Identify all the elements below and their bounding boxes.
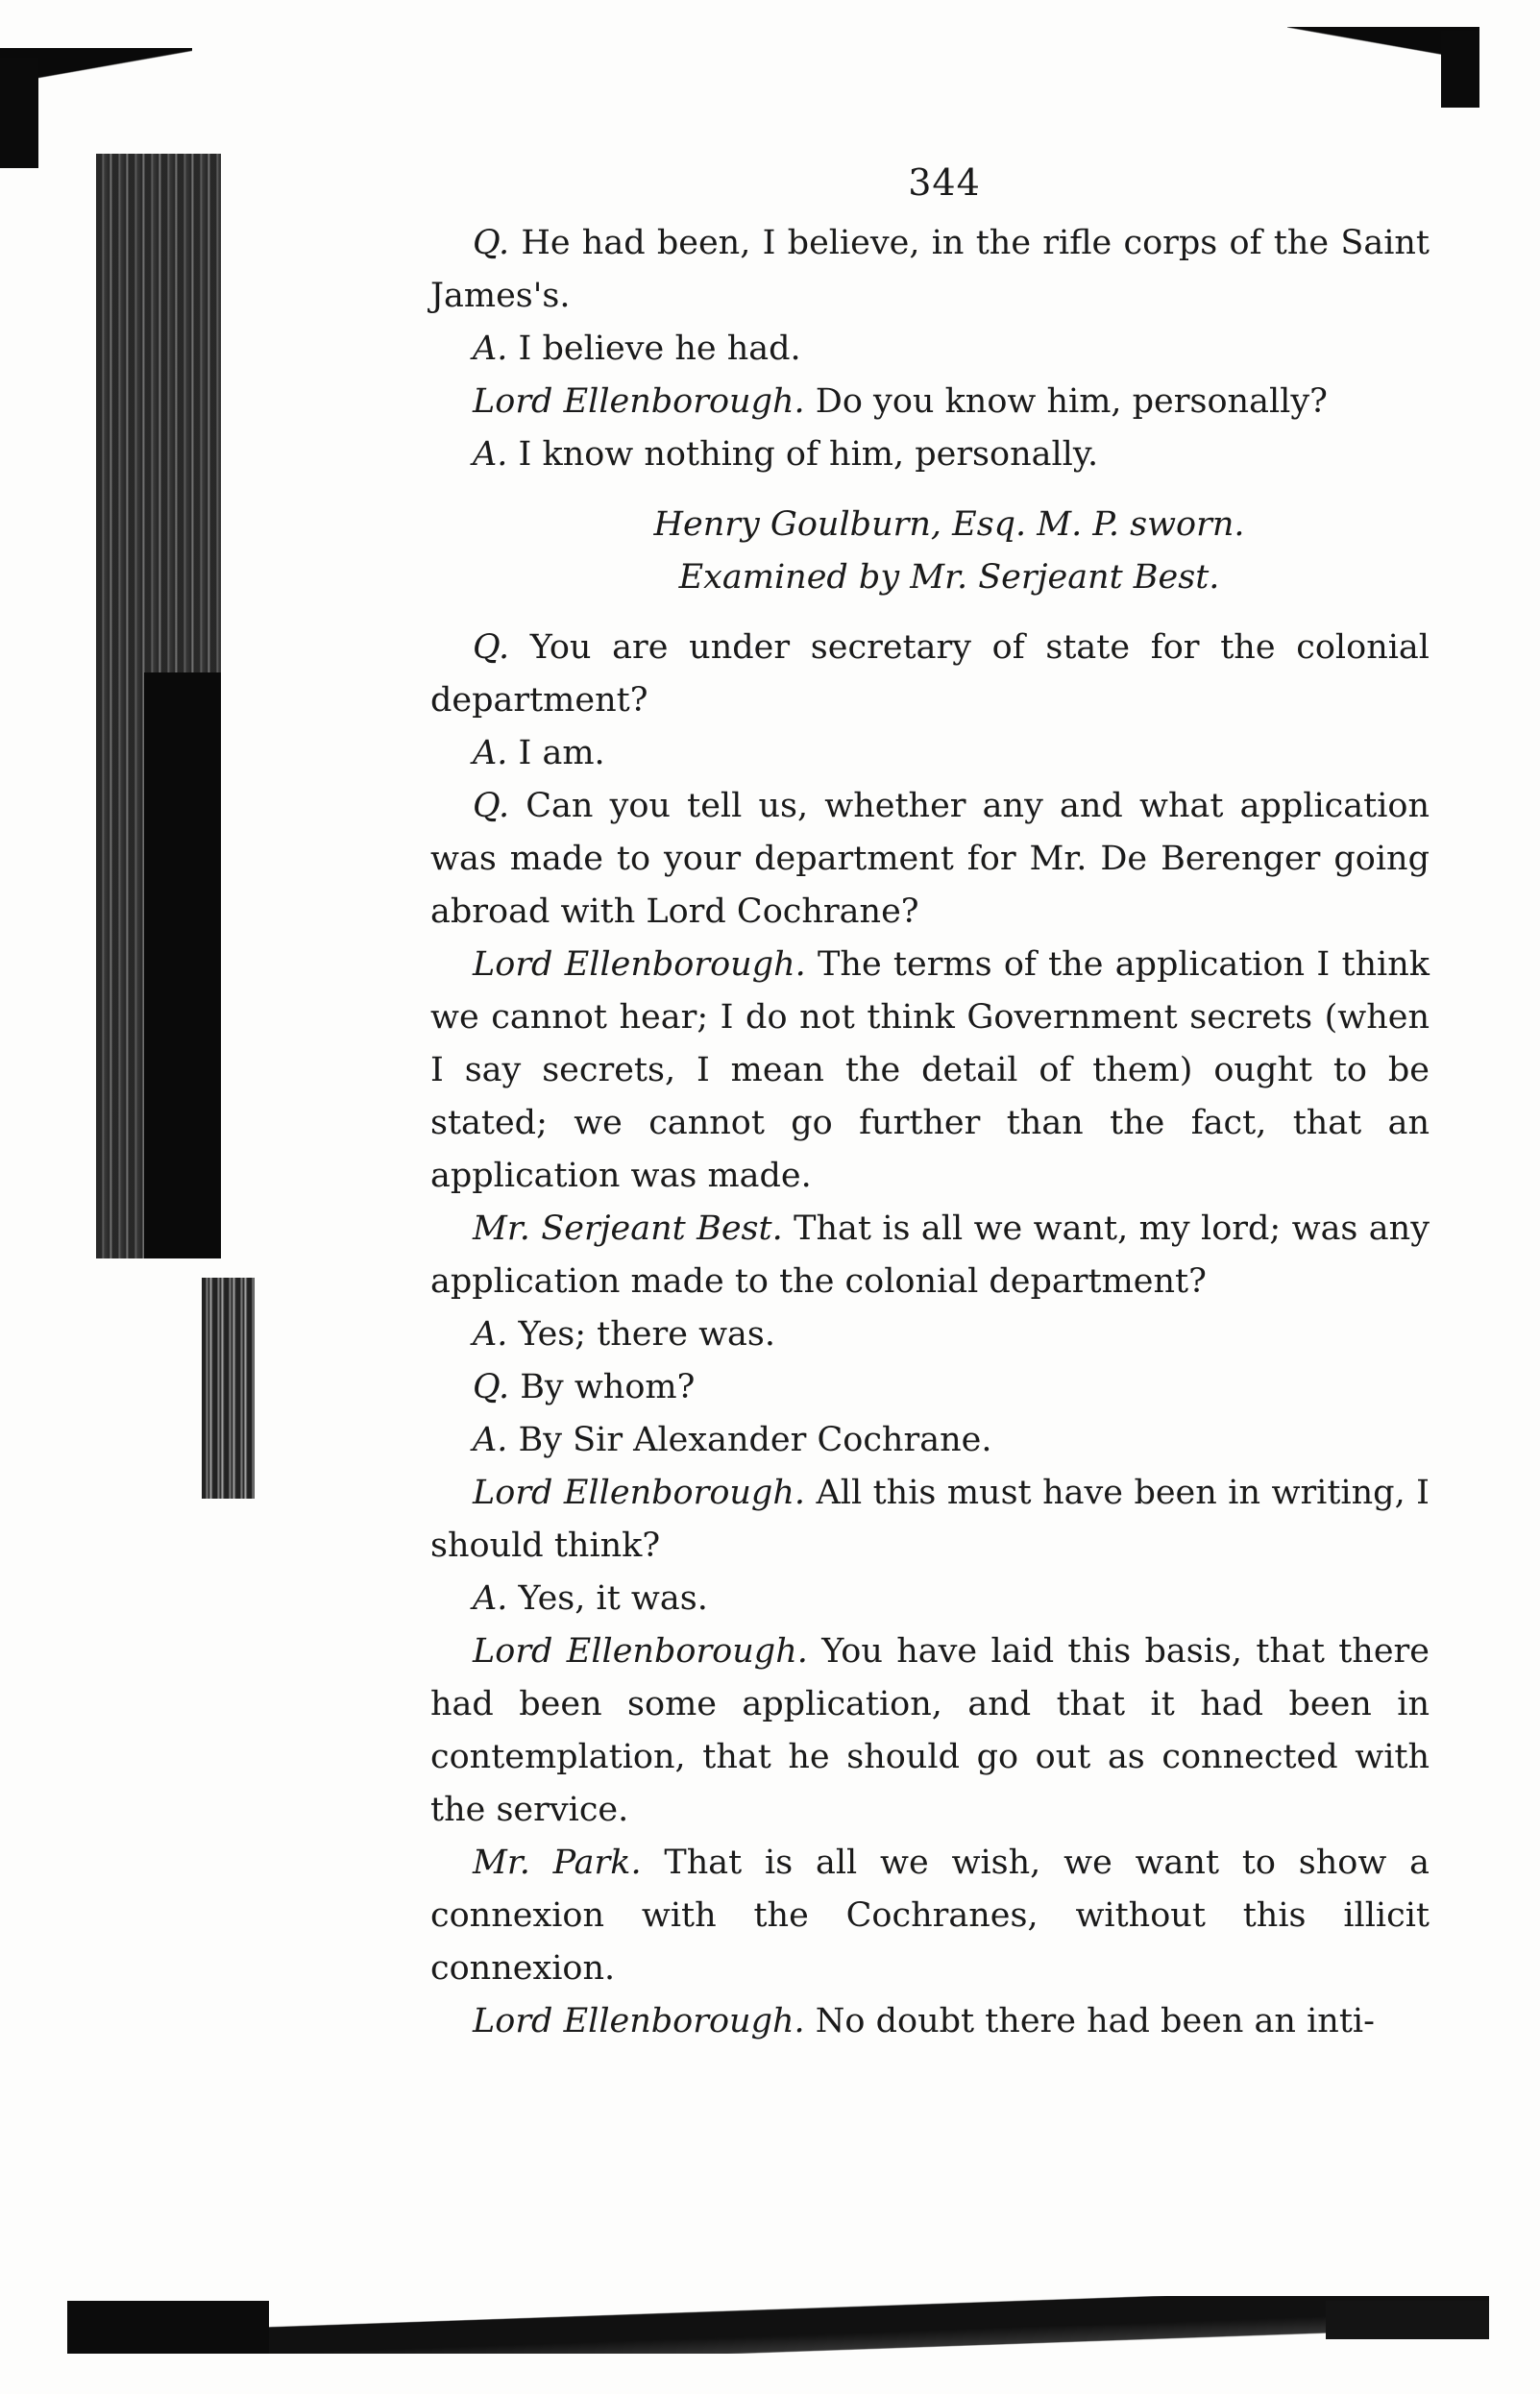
speech: No doubt there had been an inti- [804,2002,1375,2040]
witness-sworn-line: Henry Goulburn, Esq. M. P. sworn. [653,505,1245,544]
witness-heading [430,499,1430,604]
speaker: Q. [473,1368,510,1406]
speaker: Lord Ellenborough. [473,382,805,421]
binding-shadow-core [144,672,221,1258]
speaker: Lord Ellenborough. [473,1632,808,1671]
speaker: Lord Ellenborough. [473,1474,806,1512]
speaker: Mr. Serjeant Best. [473,1209,783,1248]
paragraph [430,1995,1430,2048]
speech: Do you know him, personally? [804,382,1328,421]
speech: I know nothing of him, personally. [507,435,1099,474]
paragraph [430,1203,1430,1308]
speech: He had been, I believe, in the rifle corps of the Saint James's. [430,224,1430,315]
speech: That is all we want, my lord; was any application made to the colonial department? [430,1209,1430,1301]
scan-bottom-edge [67,2296,1489,2354]
scan-corner-top-right-tab [1441,31,1479,108]
speaker: Q. [473,224,510,262]
speech: You have laid this basis, that there had been some application, and that it had been in contemplation, that he should go out as connected with the service. [430,1632,1430,1829]
speaker: Q. [473,787,510,825]
paragraph [430,1414,1430,1467]
paragraph [430,622,1430,727]
scan-bottom-edge-left [67,2301,269,2354]
speech: All this must have been in writing, I should think? [430,1474,1430,1565]
speech: You are under secretary of state for the colonial department? [430,628,1430,720]
speaker: A. [473,1579,508,1618]
speaker: A. [473,1315,508,1354]
scan-bottom-edge-right [1326,2301,1489,2339]
speech: Can you tell us, whether any and what application was made to your department for Mr. De Berenger going abroad with Lord Cochrane? [430,787,1430,931]
speaker: Q. [473,628,510,667]
speech: I am. [507,734,605,772]
paragraph [430,1625,1430,1837]
speech: By whom? [509,1368,696,1406]
speech: Yes; there was. [507,1315,775,1354]
paragraph [430,376,1430,428]
paragraph [430,1837,1430,1995]
paragraph [430,939,1430,1203]
speaker: A. [473,1421,508,1459]
speaker: A. [473,330,508,368]
speech: Yes, it was. [507,1579,708,1618]
paragraph [430,217,1430,323]
paragraph [430,323,1430,376]
paragraph [430,1573,1430,1625]
speaker: A. [473,435,508,474]
paragraph [430,1467,1430,1573]
scan-corner-top-left-tab [0,58,38,168]
examined-by-line: Examined by Mr. Serjeant Best. [678,558,1220,597]
paragraph [430,428,1430,481]
paragraph [430,727,1430,780]
paragraph [430,1361,1430,1414]
speech: I believe he had. [507,330,801,368]
speech: That is all we wish, we want to show a connexion with the Cochranes, without this illicit connexion. [430,1844,1430,1988]
speaker: Mr. Park. [473,1844,642,1882]
speaker: Lord Ellenborough. [473,2002,805,2040]
speech: The terms of the application I think we cannot hear; I do not think Government secrets (when I say secrets, I mean the detail of them) ought to be stated; we cannot go further than the fact, that an application was made. [430,945,1430,1195]
page-number: 344 [908,161,981,204]
paragraph [430,780,1430,939]
paragraph [430,1308,1430,1361]
speaker: Lord Ellenborough. [473,945,806,984]
speech: By Sir Alexander Cochrane. [507,1421,992,1459]
binding-shadow-lower [202,1278,255,1499]
speaker: A. [473,734,508,772]
page-text [430,161,1430,2048]
